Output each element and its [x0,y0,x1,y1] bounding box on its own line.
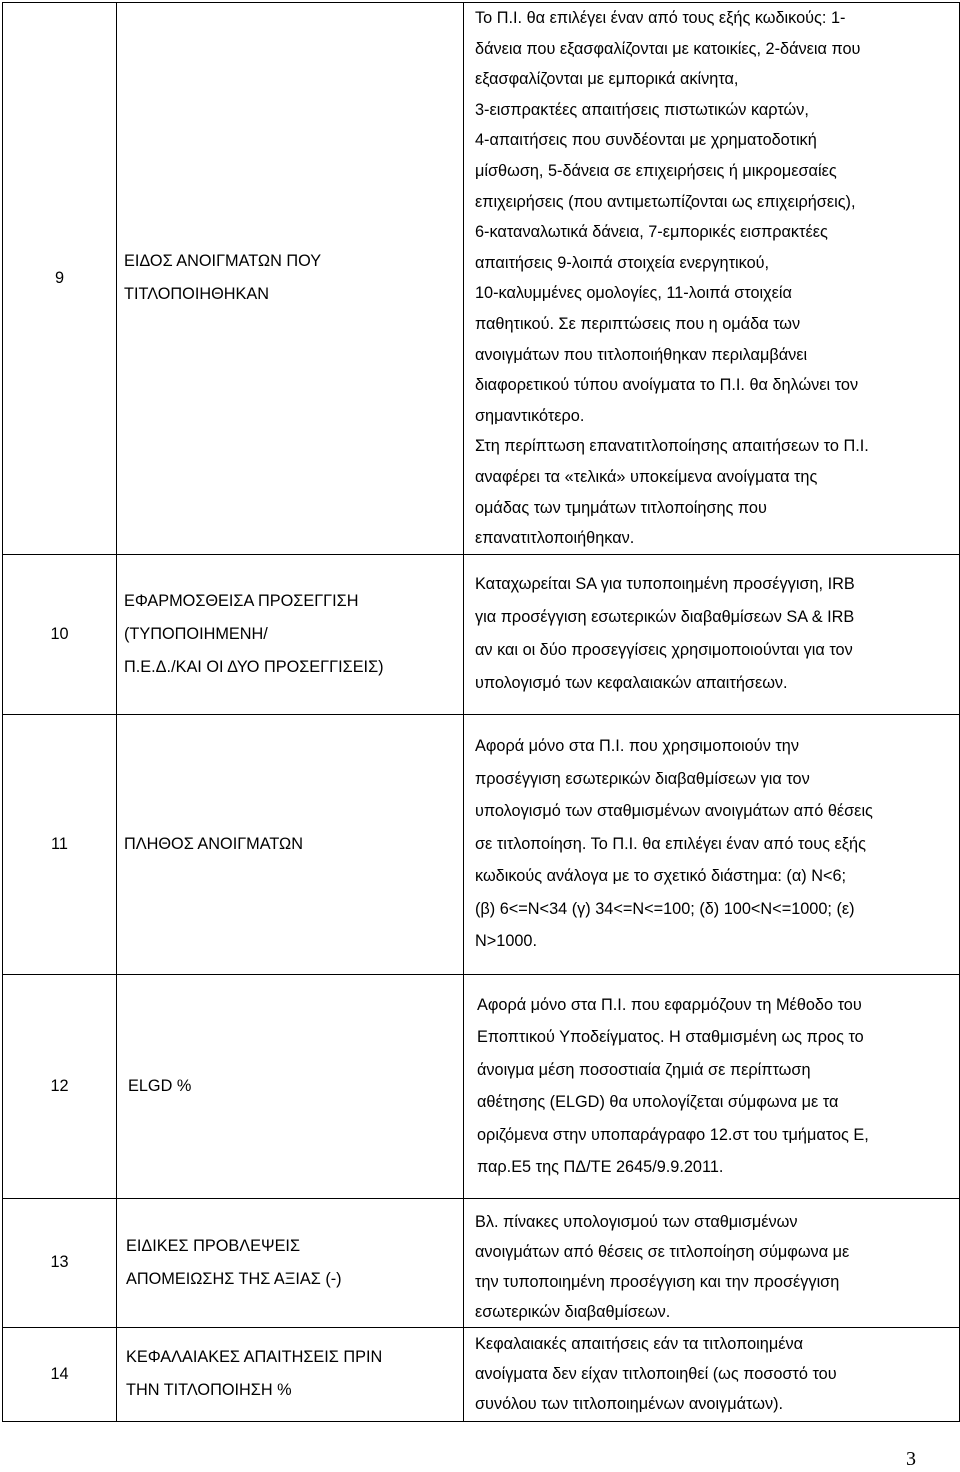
field-name [117,554,464,714]
description-line: ανοιγμάτων από θέσεις σε τιτλοποίηση σύμφωνα με [475,1242,850,1261]
field-name [117,1327,464,1421]
field-description [464,1198,960,1327]
description-line: συνόλου των τιτλοποιημένων ανοιγμάτων). [475,1395,784,1414]
table-row [3,714,960,974]
field-name-line: ΤΙΤΛΟΠΟΙΗΘΗΚΑΝ [124,285,270,304]
field-name-line: ΚΕΦΑΛΑΙΑΚΕΣ ΑΠΑΙΤΗΣΕΙΣ ΠΡΙΝ [126,1348,383,1367]
field-name-line: (ΤΥΠΟΠΟΙΗΜΕΝΗ/ [124,624,268,643]
field-name [117,3,464,555]
description-line: κωδικούς ανάλογα με το σχετικό διάστημα: (α) N<6; [475,867,847,886]
description-line: ανοιγμάτων που τιτλοποιήθηκαν περιλαμβάνει [475,345,808,364]
description-line: Στη περίπτωση επανατιτλοποίησης απαιτήσεων το Π.Ι. [475,437,869,456]
description-line: επανατιτλοποιήθηκαν. [475,529,635,548]
description-line: αθέτησης (ELGD) θα υπολογίζεται σύμφωνα με τα [477,1093,839,1112]
field-name-line: ΤΗΝ ΤΙΤΛΟΠΟΙΗΣΗ % [126,1381,292,1400]
description-line: δάνεια που εξασφαλίζονται με κατοικίες, 2-δάνεια που [475,39,861,58]
table-row [3,1327,960,1421]
description-line: Κεφαλαιακές απαιτήσεις εάν τα τιτλοποιημένα [475,1335,804,1354]
field-name-line: ΠΛΗΘΟΣ ΑΝΟΙΓΜΑΤΩΝ [124,834,303,853]
description-line: για προσέγγιση εσωτερικών διαβαθμίσεων SA & IRB [475,608,855,627]
description-line: 10-καλυμμένες ομολογίες, 11-λοιπά στοιχεία [475,284,792,303]
description-line: ομάδας των τμημάτων τιτλοποίησης που [475,498,767,517]
description-line: Εποπτικού Υποδείγματος. Η σταθμισμένη ως προς το [477,1028,864,1047]
field-name-line: ΕΙΔΟΣ ΑΝΟΙΓΜΑΤΩΝ ΠΟΥ [124,252,322,271]
field-name-line: ELGD % [128,1076,192,1095]
description-line: 6-καταναλωτικά δάνεια, 7-εμπορικές εισπρακτέες [475,223,828,242]
description-line: μίσθωση, 5-δάνεια σε επιχειρήσεις ή μικρομεσαίες [475,161,837,180]
table-row [3,3,960,555]
description-line: εξασφαλίζονται με εμπορικά ακίνητα, [475,70,739,89]
description-line: αν και οι δύο προσεγγίσεις χρησιμοποιούνται για τον [475,641,853,660]
description-line: N>1000. [475,932,538,951]
description-line: Βλ. πίνακες υπολογισμού των σταθμισμένων [475,1212,798,1231]
description-line: παρ.Ε5 της ΠΔ/ΤΕ 2645/9.9.2011. [477,1158,724,1177]
description-line: αναφέρει τα «τελικά» υποκείμενα ανοίγματα της [475,467,818,486]
field-description [464,554,960,714]
description-line: Αφορά μόνο στα Π.Ι. που εφαρμόζουν τη Μέθοδο του [477,995,862,1014]
field-name-line: Π.Ε.Δ./ΚΑΙ ΟΙ ΔΥΟ ΠΡΟΣΕΓΓΙΣΕΙΣ) [124,657,384,676]
table-row [3,1198,960,1327]
row-number: 9 [3,3,117,555]
field-name [117,1198,464,1327]
field-name-line: ΕΙΔΙΚΕΣ ΠΡΟΒΛΕΨΕΙΣ [126,1236,301,1255]
field-name [117,974,464,1198]
description-line: 3-εισπρακτέες απαιτήσεις πιστωτικών καρτών, [475,100,809,119]
field-name [117,714,464,974]
description-table [2,2,960,1422]
description-line: Καταχωρείται SA για τυποποιημένη προσέγγιση, IRB [475,575,855,594]
field-description [464,714,960,974]
row-number: 11 [3,714,117,974]
description-line: Αφορά μόνο στα Π.Ι. που χρησιμοποιούν την [475,737,800,756]
description-line: 4-απαιτήσεις που συνδέονται με χρηματοδοτική [475,131,817,150]
description-line: σημαντικότερο. [475,406,585,425]
field-description [464,3,960,555]
description-line: εσωτερικών διαβαθμίσεων. [475,1302,671,1321]
description-line: άνοιγμα μέση ποσοστιαία ζημιά σε περίπτωση [477,1060,811,1079]
description-line: σε τιτλοποίηση. Το Π.Ι. θα επιλέγει έναν από τους εξής [475,834,866,853]
description-line: οριζόμενα στην υποπαράγραφο 12.στ του τμήματος Ε, [477,1125,869,1144]
field-name-line: ΑΠΟΜΕΙΩΣΗΣ ΤΗΣ ΑΞΙΑΣ (-) [126,1269,342,1288]
table-row [3,554,960,714]
description-line: ανοίγματα δεν είχαν τιτλοποιηθεί (ως ποσοστό του [475,1365,837,1384]
description-line: υπολογισμό των κεφαλαιακών απαιτήσεων. [475,674,788,693]
field-description [464,1327,960,1421]
description-line: Το Π.Ι. θα επιλέγει έναν από τους εξής κωδικούς: 1- [475,9,846,27]
description-line: παθητικού. Σε περιπτώσεις που η ομάδα των [475,314,801,333]
description-line: προσέγγιση εσωτερικών διαβαθμίσεων για τον [475,769,810,788]
description-line: υπολογισμό των σταθμισμένων ανοιγμάτων από θέσεις [475,802,873,821]
page-number: 3 [906,1448,916,1470]
description-line: διαφορετικού τύπου ανοίγματα το Π.Ι. θα δηλώνει τον [475,376,859,395]
row-number: 10 [3,554,117,714]
row-number: 12 [3,974,117,1198]
field-description [464,974,960,1198]
description-line: επιχειρήσεις (που αντιμετωπίζονται ως επιχειρήσεις), [475,192,856,211]
field-name-line: ΕΦΑΡΜΟΣΘΕΙΣΑ ΠΡΟΣΕΓΓΙΣΗ [124,591,359,610]
description-line: (β) 6<=N<34 (γ) 34<=N<=100; (δ) 100<N<=1000; (ε) [475,899,855,918]
description-line: απαιτήσεις 9-λοιπά στοιχεία ενεργητικού, [475,253,770,272]
row-number: 13 [3,1198,117,1327]
row-number: 14 [3,1327,117,1421]
description-line: την τυποποιημένη προσέγγιση και την προσέγγιση [475,1272,840,1291]
table-row [3,974,960,1198]
